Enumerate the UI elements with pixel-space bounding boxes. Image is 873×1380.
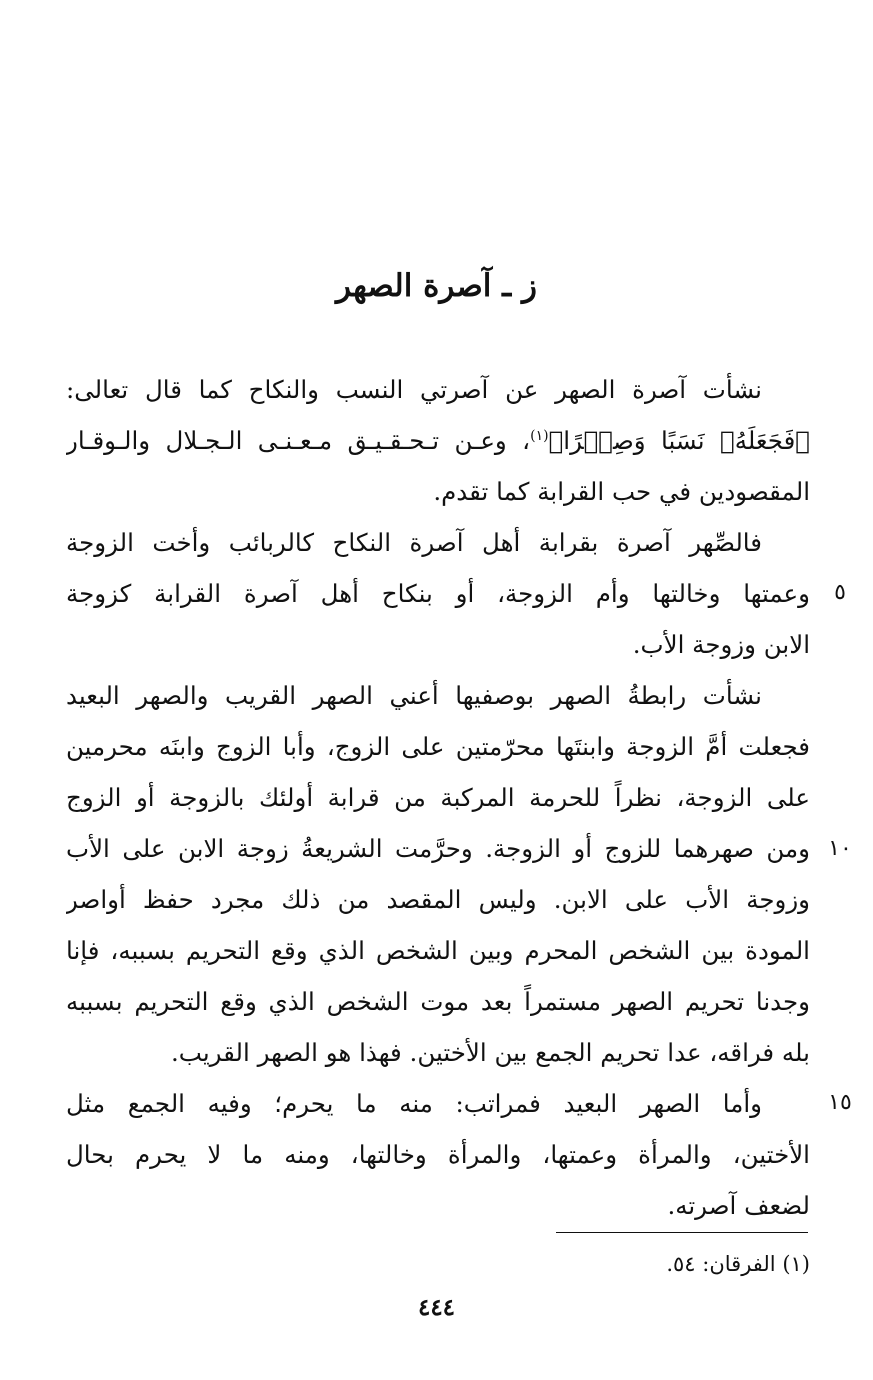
text-line: المودة بين الشخص المحرم وبين الشخص الذي وقع التحريم بسببه، فإنا [66, 936, 810, 965]
section-title: ز ـ آصرة الصهر [335, 268, 538, 304]
footnote-divider [556, 1232, 808, 1233]
text-line: وعمتها وخالتها وأم الزوجة، أو بنكاح أهل آصرة القرابة كزوجة [66, 579, 810, 608]
text-line [66, 415, 810, 466]
body-text [66, 364, 810, 1231]
text-line: بله فراقه، عدا تحريم الجمع بين الأختين. فهذا هو الصهر القريب. [170, 1038, 810, 1067]
quran-verse: ﴿فَجَعَلَهُۥ نَسَبًا وَصِهۡرًا﴾ [548, 426, 810, 455]
footnote-ref: (١) [530, 427, 549, 444]
text-line: نشأت رابطةُ الصهر بوصفيها أعني الصهر القريب والصهر البعيد [66, 681, 762, 710]
text-line: وجدنا تحريم الصهر مستمراً بعد موت الشخص الذي وقع التحريم بسببه [66, 987, 810, 1016]
text-line: لضعف آصرته. [667, 1191, 810, 1220]
line-number-10: ١٠ [828, 836, 852, 861]
page-number: ٤٤٤ [417, 1294, 456, 1321]
text-line: على الزوجة، نظراً للحرمة المركبة من قرابة أولئك بالزوجة أو الزوج [66, 783, 810, 812]
text-line: وأما الصهر البعيد فمراتب: منه ما يحرم؛ وفيه الجمع مثل [66, 1089, 762, 1118]
text-line: ومن صهرهما للزوج أو الزوجة. وحرَّمت الشريعةُ زوجة الابن على الأب [66, 834, 810, 863]
text-line: الأختين، والمرأة وعمتها، والمرأة وخالتها، ومنه ما لا يحرم بحال [66, 1140, 810, 1169]
text-line: وزوجة الأب على الابن. وليس المقصد من ذلك مجرد حفظ أواصر [66, 885, 810, 914]
text-line: نشأت آصرة الصهر عن آصرتي النسب والنكاح كما قال تعالى: [66, 375, 762, 404]
text-line: الابن وزوجة الأب. [632, 630, 810, 659]
line-number-15: ١٥ [828, 1090, 852, 1115]
line-number-5: ٥ [834, 580, 846, 605]
text-line: فجعلت أمَّ الزوجة وابنتَها محرّمتين على الزوج، وأبا الزوج وابنَه محرمين [66, 732, 810, 761]
text-line: المقصودين في حب القرابة كما تقدم. [433, 477, 810, 506]
text-fragment: ، وعـن تـحـقـيـق مـعـنـى الـجـلال والـوقـار [66, 426, 531, 455]
text-line: فالصِّهر آصرة بقرابة أهل آصرة النكاح كالربائب وأخت الزوجة [66, 528, 762, 557]
footnote: (١) الفرقان: ٥٤. [666, 1252, 810, 1276]
